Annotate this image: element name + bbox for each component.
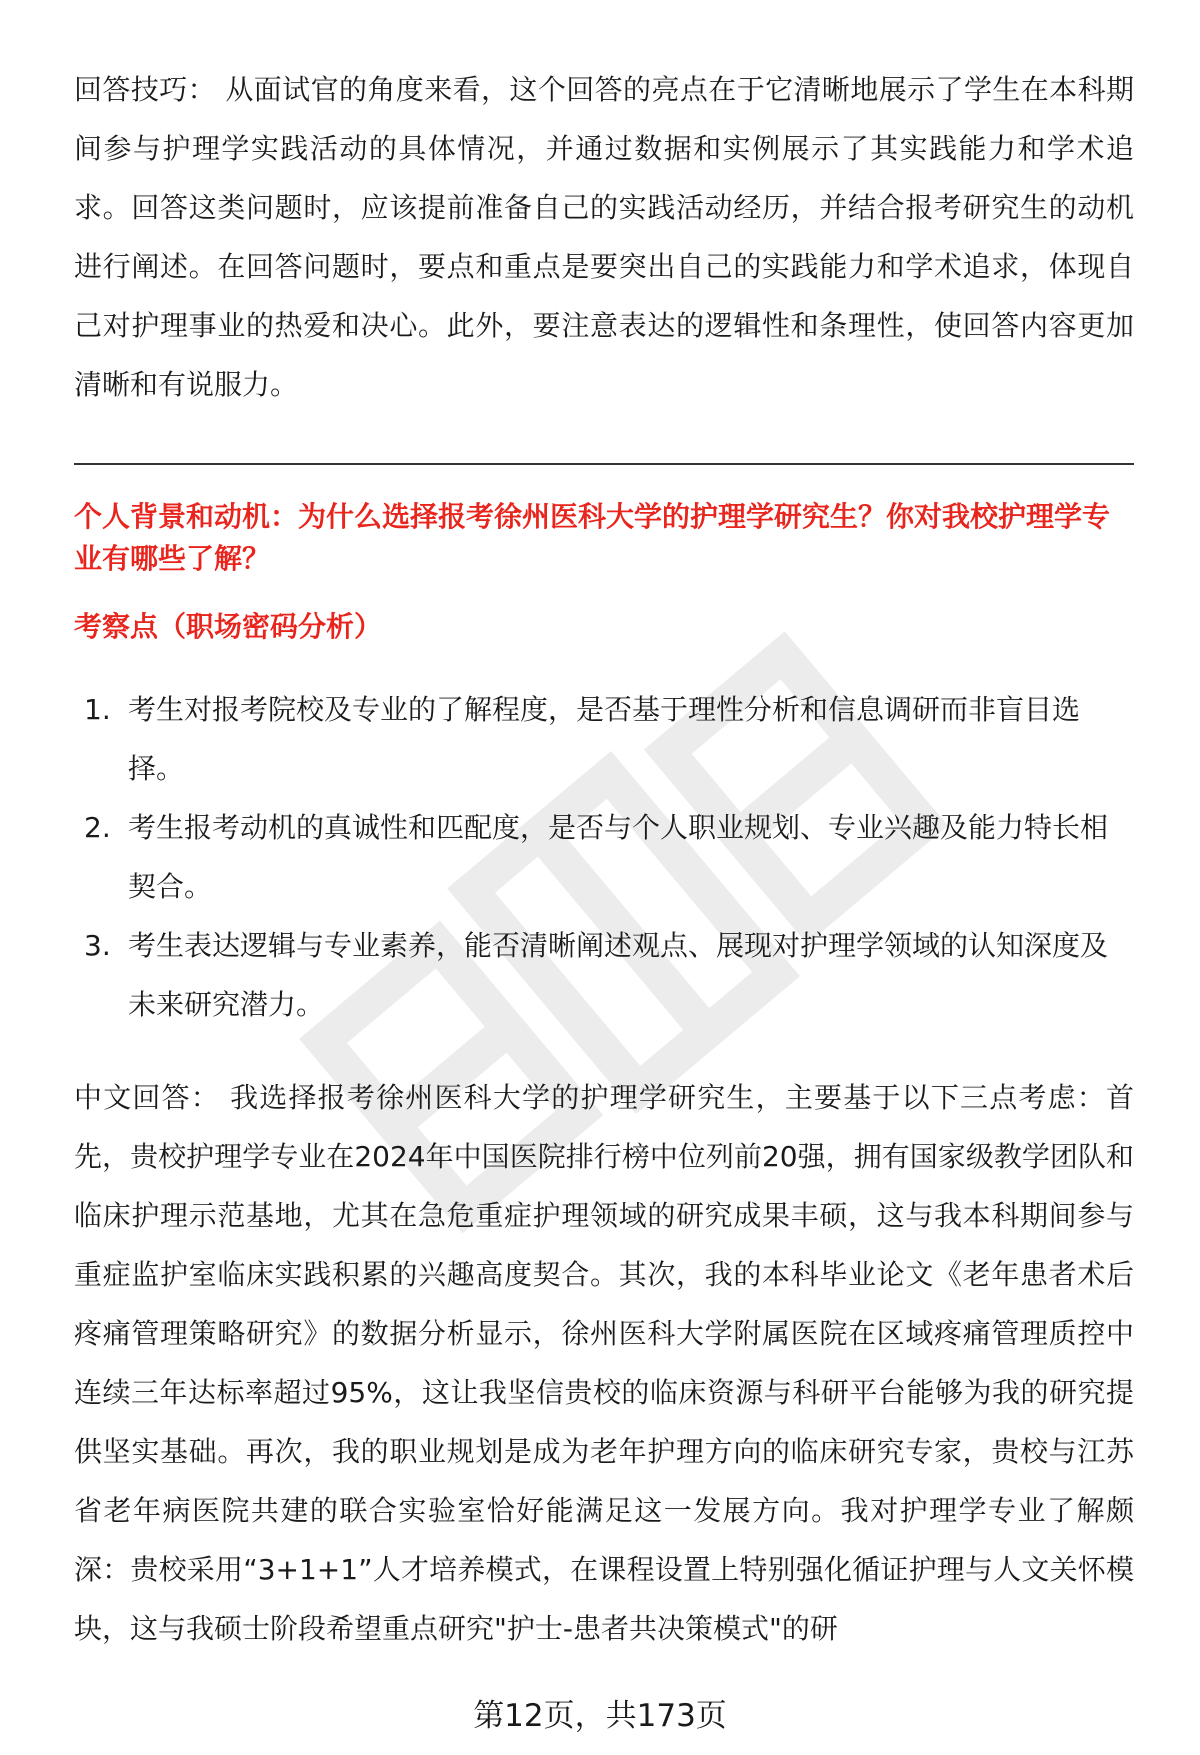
assessment-heading: 考察点（职场密码分析） — [74, 610, 383, 643]
list-item-text: 考生对报考院校及专业的了解程度，是否基于理性分析和信息调研而非盲目选择。 — [128, 693, 1081, 785]
question-heading: 个人背景和动机：为什么选择报考徐州医科大学的护理学研究生？你对我校护理学专业有哪些了解？ — [74, 500, 1111, 575]
intro-paragraph: 回答技巧： 从面试官的角度来看，这个回答的亮点在于它清晰地展示了学生在本科期间参与护理学实践活动的具体情况，并通过数据和实例展示了其实践能力和学术追求。回答这类问题时，应该提前准备自己的实践活动经历，并结合报考研究生的动机进行阐述。在回答问题时，要点和重点是要突出自己的实践能力和学术追求，体现自己对护理事业的热爱和决心。此外，要注意表达的逻辑性和条理性，使回答内容更加清晰和有说服力。 — [74, 73, 1134, 401]
list-item — [74, 680, 1134, 798]
assessment-list — [74, 680, 1134, 1034]
page-footer: 第12页，共173页 — [473, 1698, 727, 1734]
intro-section — [74, 60, 1134, 414]
list-item-text: 考生报考动机的真诚性和匹配度，是否与个人职业规划、专业兴趣及能力特长相契合。 — [128, 811, 1109, 903]
list-item — [74, 916, 1134, 1034]
list-item-number: 3. — [84, 929, 111, 962]
section-divider — [74, 463, 1134, 465]
list-item-number: 1. — [84, 693, 111, 726]
list-item — [74, 798, 1134, 916]
answer-paragraph: 中文回答： 我选择报考徐州医科大学的护理学研究生，主要基于以下三点考虑：首先，贵校护理学专业在2024年中国医院排行榜中位列前20强，拥有国家级教学团队和临床护理示范基地，尤其在急危重症护理领域的研究成果丰硕，这与我本科期间参与重症监护室临床实践积累的兴趣高度契合。其次，我的本科毕业论文《老年患者术后疼痛管理策略研究》的数据分析显示，徐州医科大学附属医院在区域疼痛管理质控中连续三年达标率超过95%，这让我坚信贵校的临床资源与科研平台能够为我的研究提供坚实基础。再次，我的职业规划是成为老年护理方向的临床研究专家，贵校与江苏省老年病医院共建的联合实验室恰好能满足这一发展方向。我对护理学专业了解颇深：贵校采用“3+1+1”人才培养模式，在课程设置上特别强化循证护理与人文关怀模块，这与我硕士阶段希望重点研究"护士-患者共决策模式"的研 — [74, 1081, 1134, 1645]
list-item-number: 2. — [84, 811, 111, 844]
list-item-text: 考生表达逻辑与专业素养，能否清晰阐述观点、展现对护理学领域的认知深度及未来研究潜力。 — [128, 929, 1109, 1021]
